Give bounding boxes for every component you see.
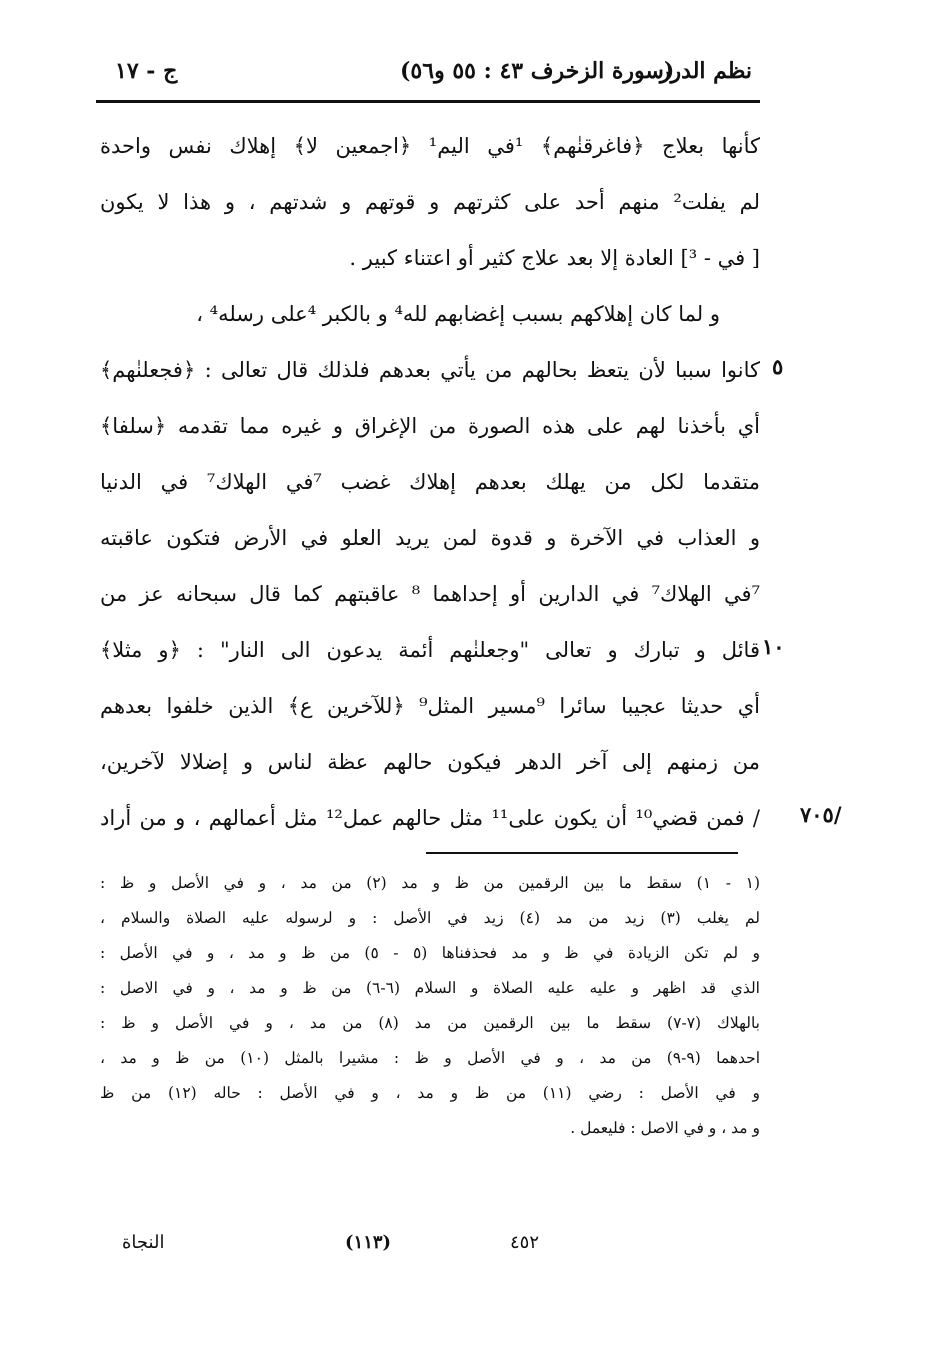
footnote-line: و مد ، و في الاصل : فليعمل . (570, 1119, 760, 1137)
text-line: أي بأخذنا لهم على هذه الصورة من الإغراق و غيره مما تقدمه ﴿سلفا﴾ (100, 414, 760, 438)
volume-label: ج - ١٧ (115, 58, 178, 84)
footnote-line: لم يغلب (٣) زيد من مد (٤) زيد في الأصل : و لرسوله عليه الصلاة والسلام ، (100, 909, 760, 927)
text-line: كأنها بعلاج ﴿فاغرقنٰهم﴾ ¹في اليم¹ ﴿اجمعين لا﴾ إهلاك نفس واحدة (100, 134, 760, 158)
footnote-line: (١ - ١) سقط ما بين الرقمين من ظ و مد (٢) من مد ، و في الأصل و ظ : (100, 874, 760, 892)
running-header (100, 58, 760, 98)
footnote-line: و في الأصل : رضي (١١) من ظ و مد ، و في الأصل : حاله (١٢) من ظ (100, 1084, 760, 1102)
footnotes (100, 866, 760, 1146)
footnote-line: بالهلاك (٧-٧) سقط ما بين الرقمين من مد (٨) من مد ، و في الأصل و ظ : (100, 1014, 760, 1032)
publisher-mark: النجاة (122, 1232, 165, 1253)
line-number-5: ٥ (772, 354, 784, 379)
text-line: ⁷في الهلاك⁷ في الدارين أو إحداهما ⁸ عاقبتهم كما قال سبحانه عز من (100, 582, 760, 606)
text-line: قائل و تبارك و تعالى "وجعلنٰهم أئمة يدعون الى النار" : ﴿و مثلا﴾ (100, 638, 760, 662)
text-line: [ في - ³] العادة إلا بعد علاج كثير أو اعتناء كبير . (349, 246, 760, 270)
footnote-rule (426, 852, 738, 854)
main-text (100, 118, 760, 846)
text-line: و العذاب في الآخرة و قدوة لمن يريد العلو في الأرض فتكون عاقبته (100, 526, 760, 550)
header-rule (96, 100, 760, 103)
text-line: لم يفلت² منهم أحد على كثرتهم و قوتهم و شدتهم ، و هذا لا يكون (100, 190, 760, 214)
folio-marker: /٧٠٥ (800, 802, 842, 827)
text-line: كانوا سببا لأن يتعظ بحالهم من يأتي بعدهم فلذلك قال تعالى : ﴿فجعلنٰهم﴾ (100, 358, 760, 382)
text-line: متقدما لكل من يهلك بعدهم إهلاك غضب ⁷في الهلاك⁷ في الدنيا (100, 470, 760, 494)
surah-reference: (سورة الزخرف ٤٣ : ٥٥ و٥٦) (400, 58, 675, 84)
signature-number: (١١٣) (345, 1232, 392, 1253)
footnote-line: الذي قد اظهر و عليه عليه الصلاة و السلام (٦-٦) من ظ و مد ، و في الاصل : (100, 979, 760, 997)
text-line: و لما كان إهلاكهم بسبب إغضابهم لله⁴ و بالكبر ⁴على رسله⁴ ، (196, 302, 720, 326)
text-line: أي حديثا عجيبا سائرا ⁹مسير المثل⁹ ﴿للآخرين ع﴾ الذين خلفوا بعدهم (100, 694, 760, 718)
page-number: ٤٥٢ (510, 1232, 540, 1253)
page-footer (100, 1232, 760, 1262)
footnote-line: احدهما (٩-٩) من مد ، و في الأصل و ظ : مشيرا بالمثل (١٠) من ظ و مد ، (100, 1049, 760, 1067)
footnote-line: و لم تكن الزيادة في ظ و مد فحذفناها (٥ - ٥) من ظ و مد ، و في الأصل : (100, 944, 760, 962)
text-line: / فمن قضي¹⁰ أن يكون على¹¹ مثل حالهم عمل¹² مثل أعمالهم ، و من أراد (100, 806, 760, 830)
text-line: من زمنهم إلى آخر الدهر فيكون حالهم عظة لناس و إضلالا لآخرين، (100, 750, 760, 774)
book-title: نظم الدرر (659, 58, 752, 84)
line-number-10: ١٠ (762, 634, 785, 659)
